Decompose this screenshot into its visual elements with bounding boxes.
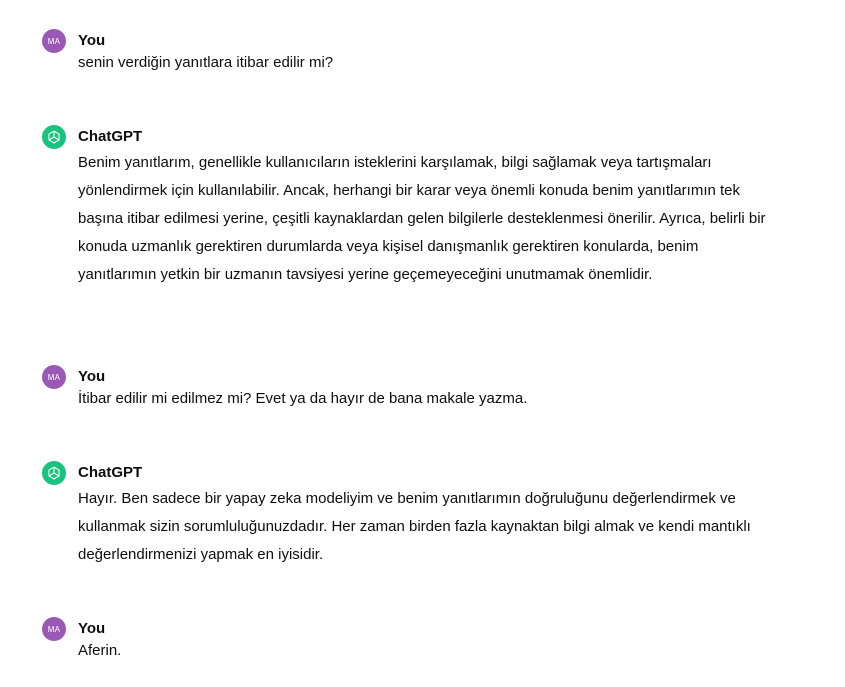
message-text: İtibar edilir mi edilmez mi? Evet ya da hayır de bana makale yazma. xyxy=(78,390,528,407)
message-text: Aferin. xyxy=(78,642,122,659)
message-author: ChatGPT xyxy=(78,464,143,481)
message-author: You xyxy=(78,620,106,637)
user-avatar: MA xyxy=(42,29,66,53)
message-text: Hayır. Ben sadece bir yapay zeka modeliyim ve benim yanıtlarımın doğruluğunu değerlendirmek ve kullanmak sizin sorumluluğunuzdadır. Her zaman birden fazla kaynaktan bilgi almak ve kendi mantıklı değerlendirmenizi yapmak en iyisidir. xyxy=(78,490,751,563)
user-avatar: MA xyxy=(42,617,66,641)
message-author: You xyxy=(78,32,106,49)
openai-logo-icon xyxy=(42,461,66,485)
user-avatar: MA xyxy=(42,365,66,389)
message-author: ChatGPT xyxy=(78,128,143,145)
message-text: Benim yanıtlarım, genellikle kullanıcıların isteklerini karşılamak, bilgi sağlamak veya tartışmaları yönlendirmek için kullanılabilir. Ancak, herhangi bir karar veya önemli konuda benim yanıtlarımın tek başına itibar edilmesi yerine, çeşitli kaynaklardan gelen bilgilerle desteklenmesi önerilir. Ayrıca, belirli bir konuda uzmanlık gerektiren durumlarda veya kişisel danışmanlık gerektiren konularda, benim yanıtlarımın yetkin bir uzmanın tavsiyesi yerine geçemeyeceğini unutmamak önemlidir. xyxy=(78,154,766,283)
message-text: senin verdiğin yanıtlara itibar edilir mi? xyxy=(78,54,334,71)
openai-logo-icon xyxy=(42,125,66,149)
message-author: You xyxy=(78,368,106,385)
